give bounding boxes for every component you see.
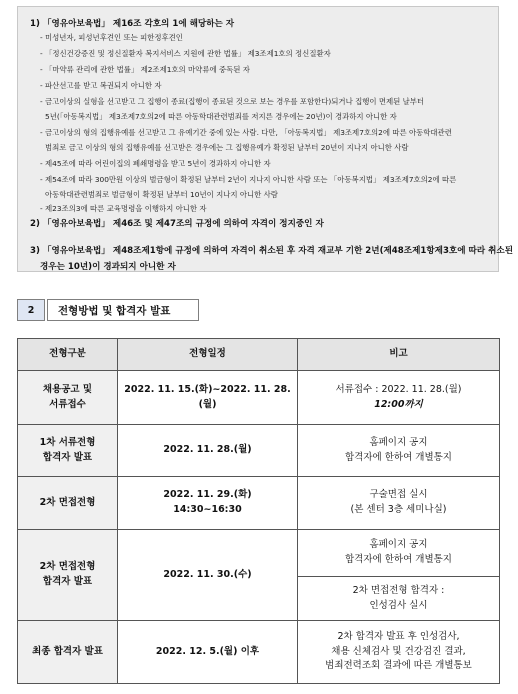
category-line: 합격자 발표: [42, 451, 93, 463]
row-note: [298, 425, 500, 477]
category-line: 최종 합격자 발표: [32, 645, 103, 657]
criteria-item: - 「마약류 관리에 관한 법률」 제2조제1호의 마약류에 중독된 자: [40, 65, 250, 74]
note-line: 2차 면접전형 합격자 :: [352, 584, 445, 596]
category-line: 합격자 발표: [42, 576, 93, 587]
category-line: 채용공고 및: [42, 383, 93, 395]
row-date: [118, 371, 298, 425]
criteria-item: - 금고이상의 실형을 선고받고 그 집행이 종료(집행이 종료된 것으로 보는 경우를 포함한다)되거나 집행이 면제된 날부터: [40, 97, 425, 106]
row-note-secondary: [298, 577, 500, 621]
category-line: 1차 서류전형: [39, 436, 96, 448]
note-line: 범죄전력조회 결과에 따른 개별통보: [325, 660, 472, 672]
note-line: 서류접수 : 2022. 11. 28.(월): [335, 383, 462, 395]
header-category: 전형구분: [18, 339, 118, 371]
criteria-item: - 제54조에 따라 300만원 이상의 벌금형이 확정된 날부터 2년이 지나지 아니한 사람 또는 「아동복지법」 제3조제7호의2에 따른: [40, 175, 457, 184]
note-line: 합격자에 한하여 개별통지: [345, 554, 452, 565]
header-note: 비고: [298, 339, 500, 371]
row-note: [298, 530, 500, 577]
date-line: 2022. 12. 5.(월) 이후: [155, 645, 260, 657]
note-line: 합격자에 한하여 개별통지: [345, 451, 452, 463]
row-date: [118, 621, 298, 684]
criteria-item-continued: 아동학대관련범죄로 벌금형이 확정된 날부터 10년이 지나지 아니한 사람: [45, 190, 278, 199]
row-category: [18, 477, 118, 530]
criteria-item: - 금고이상의 형의 집행유예를 선고받고 그 유예기간 중에 있는 사람. 다만, 「아동복지법」 제3조제7호의2에 따른 아동학대관련: [40, 128, 452, 137]
note-line: 구술면접 실시: [369, 489, 428, 501]
row-category: [18, 530, 118, 621]
row-note: [298, 621, 500, 684]
note-line: 채용 신체검사 및 건강검진 결과,: [331, 645, 466, 657]
disqualification-criteria-box: [17, 6, 514, 272]
category-line: 서류접수: [49, 398, 86, 410]
row-note: [298, 477, 500, 530]
header-schedule: 전형일정: [118, 339, 298, 371]
note-line: 인성검사 실시: [369, 599, 428, 611]
date-line: 14:30~16:30: [173, 504, 242, 515]
row-date: [118, 530, 298, 621]
row-category: [18, 425, 118, 477]
table-header-row: [18, 339, 500, 371]
criteria-item-continued: 범죄로 금고 이상의 형의 집행유예를 선고받은 경우에는 그 집행유예가 확정된 날부터 20년이 지나지 아니한 사람: [45, 143, 409, 152]
schedule-table: [17, 338, 500, 684]
section-number-badge: 2: [17, 299, 45, 321]
criteria-heading-3-line1: 3) 「영유아보육법」 제48조제1항에 규정에 의하여 자격이 취소된 후 자격 재교부 기한 2년(제48조제1항제3호에 따라 취소된: [30, 246, 514, 256]
table-row: [18, 425, 500, 477]
criteria-heading-3: [30, 244, 513, 272]
criteria-heading-1: 1) 「영유아보육법」 제16조 각호의 1에 해당하는 자: [30, 19, 235, 29]
table-row: [18, 621, 500, 684]
criteria-heading-2: 2) 「영유아보육법」 제46조 및 제47조의 규정에 의하여 자격이 정지중인 자: [30, 219, 324, 229]
category-line: 2차 면접전형: [39, 561, 96, 573]
table-row: [18, 371, 500, 425]
criteria-item: - 제23조의3에 따른 교육명령을 이행하지 아니한 자: [40, 204, 207, 213]
date-line: 2022. 11. 15.(화)~2022. 11. 28.(월): [124, 383, 291, 410]
date-line: 2022. 11. 30.(수): [163, 568, 252, 580]
section-title: 전형방법 및 합격자 발표: [47, 299, 199, 321]
criteria-heading-3-line2: 경우는 10년)이 경과되지 아니한 자: [40, 262, 176, 272]
criteria-item-continued: 5년(「아동복지법」 제3조제7호의2에 따른 아동학대관련범죄를 저지른 경우에는 20년)이 경과하지 아니한 자: [45, 112, 397, 121]
criteria-item: - 미성년자, 피성년후견인 또는 피한정후견인: [40, 33, 183, 42]
row-date: [118, 477, 298, 530]
row-category: [18, 621, 118, 684]
table-row: [18, 477, 500, 530]
note-line: 홈페이지 공지: [369, 539, 428, 551]
criteria-item: - 「정신건강증진 및 정신질환자 복지서비스 지원에 관한 법률」 제3조제1호의 정신질환자: [40, 49, 331, 58]
row-note: [298, 371, 500, 425]
category-line: 2차 면접전형: [39, 496, 96, 508]
note-line: (본 센터 3층 세미나실): [350, 504, 447, 515]
note-line: 2차 합격자 발표 후 인성검사,: [337, 630, 460, 642]
date-line: 2022. 11. 29.(화): [163, 489, 252, 501]
row-date: [118, 425, 298, 477]
date-line: 2022. 11. 28.(월): [163, 444, 252, 456]
row-category: [18, 371, 118, 425]
deadline-note: 12:00까지: [374, 398, 423, 410]
criteria-item: - 파산선고를 받고 복권되지 아니한 자: [40, 81, 162, 90]
table-row: [18, 530, 500, 577]
note-line: 홈페이지 공지: [369, 436, 428, 448]
criteria-item: - 제45조에 따라 어린이집의 폐쇄명령을 받고 5년이 경과하지 아니한 자: [40, 159, 271, 168]
